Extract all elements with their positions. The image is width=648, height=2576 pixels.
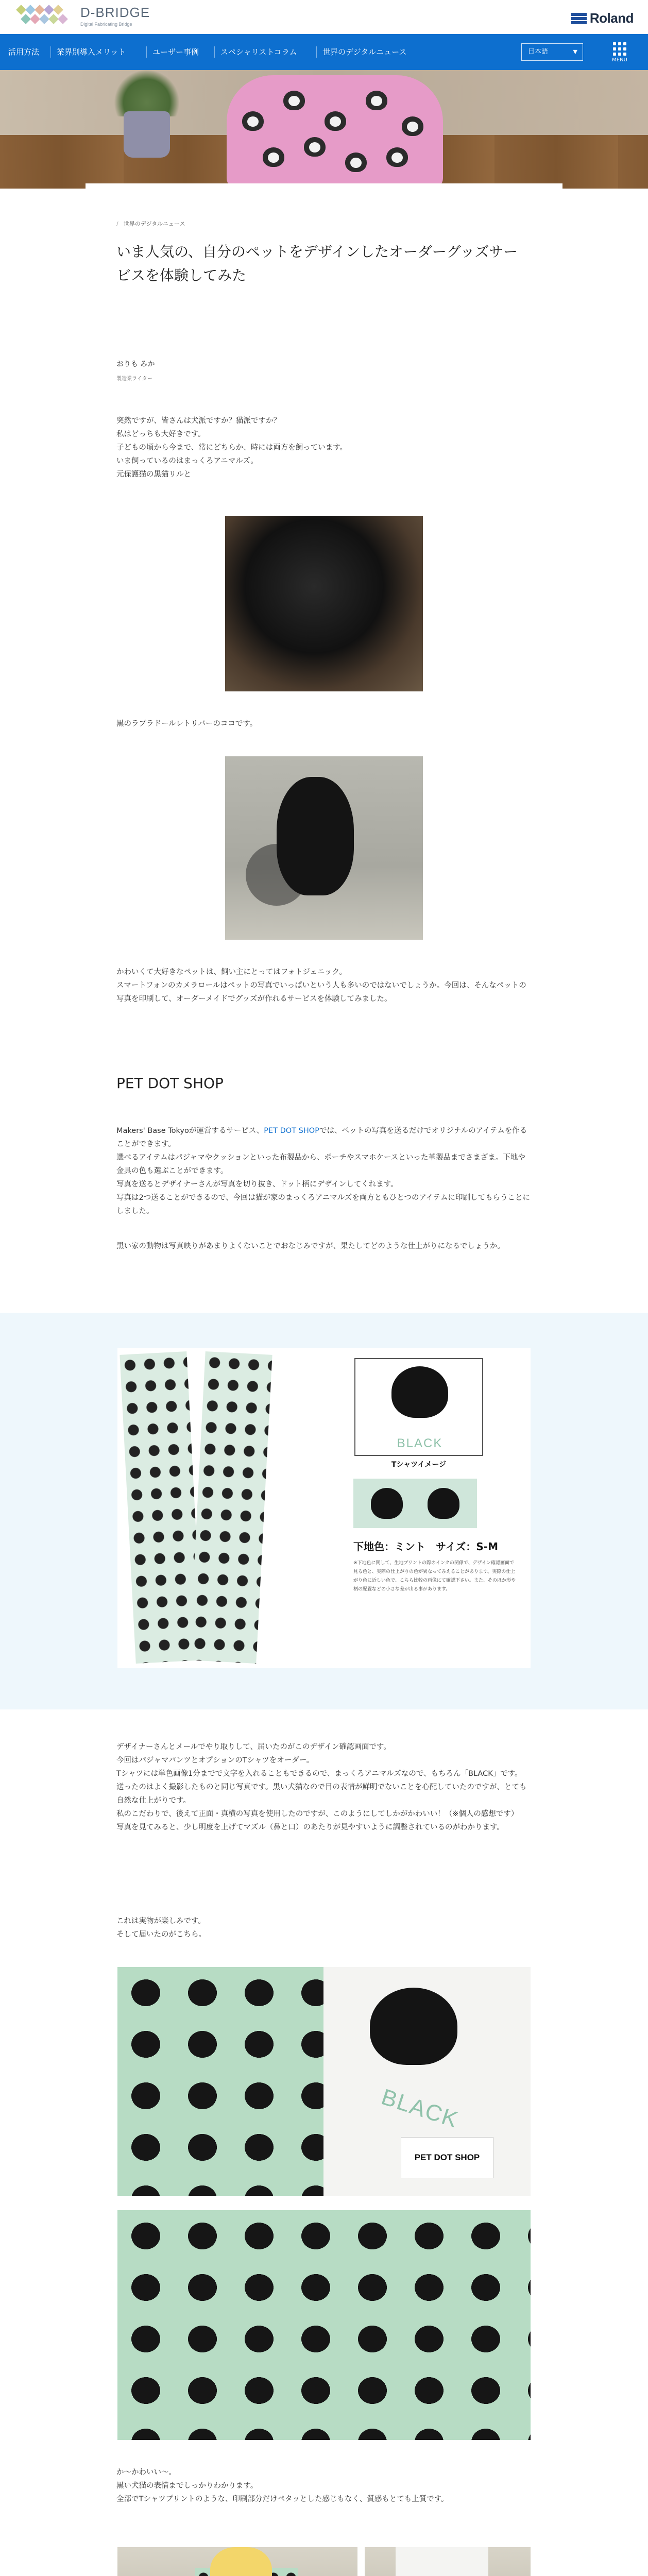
shop-text: Makers' Base Tokyoが運営するサービス、PET DOT SHOPでは、ペットの写真を送るだけでオリジナルのアイテムを作ることができます。 選べるアイテムはパジャマやクッションといった布製品から、ポーチやスマホケースといった革製品までさまざま。下地や金具の色も選ぶことができます。 写真を送るとデザイナーさんが写真を切り抜き、ドット柄にデザインしてくれます。 写真は2つ送ることができるので、今回は猫が家のまっくろアニマルズを両方ともひとつのアイテムに印刷してもらうことにしました。 — [116, 1127, 530, 1215]
hero-image — [0, 70, 648, 189]
author-role: 製造業ライター — [116, 376, 152, 382]
delivered-goods-photo: BLACK PET DOT SHOP — [117, 1967, 531, 2196]
nav-item-news[interactable]: 世界のデジタルニュース — [322, 47, 407, 57]
language-value: 日本語 — [528, 48, 549, 56]
chevron-down-icon: ▼ — [573, 48, 577, 55]
brand-logo[interactable] — [571, 10, 634, 26]
shop-text-2: 黒い家の動物は写真映りがあまりよくないことでおなじみですが、果たしてどのような仕上がりになるでしょうか。 — [116, 1242, 505, 1250]
site-header — [0, 0, 648, 34]
design-note: ※下地色に関して、生地プリントの際のインクの関係で、デザイン確認画面で見る色と、実際の仕上がりの色が異なってみえることがあります。実際の仕上がり色に近しい色で、こちら比較の画像にて確認下さい。また、そのほか形や柄の配置などの小さな差が出る事があります。 — [353, 1561, 516, 1592]
logo-mark — [14, 4, 76, 27]
nav-item-industry[interactable]: 業界別導入メリット — [57, 47, 126, 57]
pet-dot-shop-link[interactable]: PET DOT SHOP — [264, 1127, 319, 1135]
nav-item-usage[interactable]: 活用方法 — [8, 47, 40, 57]
design-confirmation-image — [117, 1348, 531, 1668]
article-title: いま人気の、自分のペットをデザインしたオーダーグッズサービスを体験してみた — [116, 243, 518, 284]
black-cat-photo — [225, 516, 423, 691]
black-dog-photo — [225, 756, 423, 940]
pet-intro-text: かわいくて大好きなペットは、飼い主にとってはフォトジェニック。 スマートフォンのカメラロールはペットの写真でいっぱいという人も多いのではないでしょうか。今回は、そんなペットの写真を印刷して、オーダーメイドでグッズが作れるサービスを体験してみました。 — [116, 968, 526, 1003]
tshirt-preview: BLACK — [354, 1358, 483, 1456]
brand-name: Roland — [589, 10, 634, 26]
impression-text: か〜かわいい〜。 黒い犬猫の表情までしっかりわかります。 全部でTシャツプリントのような、印刷部分だけペタッとした感じもなく、質感もとても上質です。 — [116, 2468, 449, 2503]
nav-item-column[interactable]: スペシャリストコラム — [220, 47, 297, 57]
intro-text: 突然ですが、皆さんは犬派ですか？猫派ですか？ 私はどっちも大好きです。 子どもの頃から今まで、常にどちらか、時には両方を飼っています。 いま飼っているのはまっくろアニマルズ。 元保護猫の黒猫リルと — [116, 417, 348, 479]
breadcrumb: / 世界のデジタルニュース — [116, 221, 185, 227]
pajama-pants-illustration — [128, 1353, 267, 1662]
plant-image — [113, 70, 180, 116]
dog-caption: 黒のラブラドールレトリバーのココです。 — [116, 720, 258, 728]
menu-label: MENU — [612, 57, 627, 63]
ground-color-size-label: 下地色：ミント サイズ：S-M — [353, 1540, 499, 1553]
menu-button[interactable] — [607, 40, 633, 65]
brand-mark-icon — [571, 13, 587, 24]
delivered-text: これは実物が楽しみです。 そして届いたのがこちら。 — [116, 1917, 206, 1939]
fabric-swatch — [353, 1479, 477, 1528]
author-name: おりも みか — [116, 360, 155, 368]
design-description: デザイナーさんとメールでやり取りして、届いたのがこのデザイン確認画面です。 今回はパジャマパンツとオプションのTシャツをオーダー。 Tシャツには単色画像1分までで文字を入れることもできるので、まっくろアニマルズなので、もちろん「BLACK」です。 送ったのはよく撮影したものと同じ写真です。黒い犬猫なので目の表情が鮮明でないことを心配していたのですが、とても自然な仕上がりです。 私のこだわりで、後えて正面・真横の写真を使用したのですが、このようにしてしかがかわいい！（※個人の感想です） 写真を見てみると、少し明度を上げてマズル（鼻と口）のあたりが見やすいように調整されているのがわかります。 — [116, 1743, 527, 1832]
grid-menu-icon — [613, 42, 626, 56]
site-logo[interactable] — [14, 4, 150, 27]
cat-pouch-image — [227, 75, 443, 189]
logo-subtitle: Digital Fabricating Bridge — [80, 21, 132, 27]
main-nav — [0, 34, 648, 70]
pants-closeup-photo — [117, 2210, 531, 2440]
wearing-photo-left — [117, 2547, 357, 2576]
language-select[interactable] — [521, 43, 583, 61]
logo-title: D-BRIDGE — [80, 4, 150, 20]
product-tag: PET DOT SHOP — [401, 2137, 493, 2178]
breadcrumb-link[interactable]: 世界のデジタルニュース — [123, 221, 185, 227]
wearing-photo-right — [365, 2547, 531, 2576]
nav-item-cases[interactable]: ユーザー事例 — [152, 47, 199, 57]
section-heading-pet-dot-shop: PET DOT SHOP — [116, 1075, 224, 1092]
tshirt-label: Tシャツイメージ — [391, 1461, 447, 1469]
